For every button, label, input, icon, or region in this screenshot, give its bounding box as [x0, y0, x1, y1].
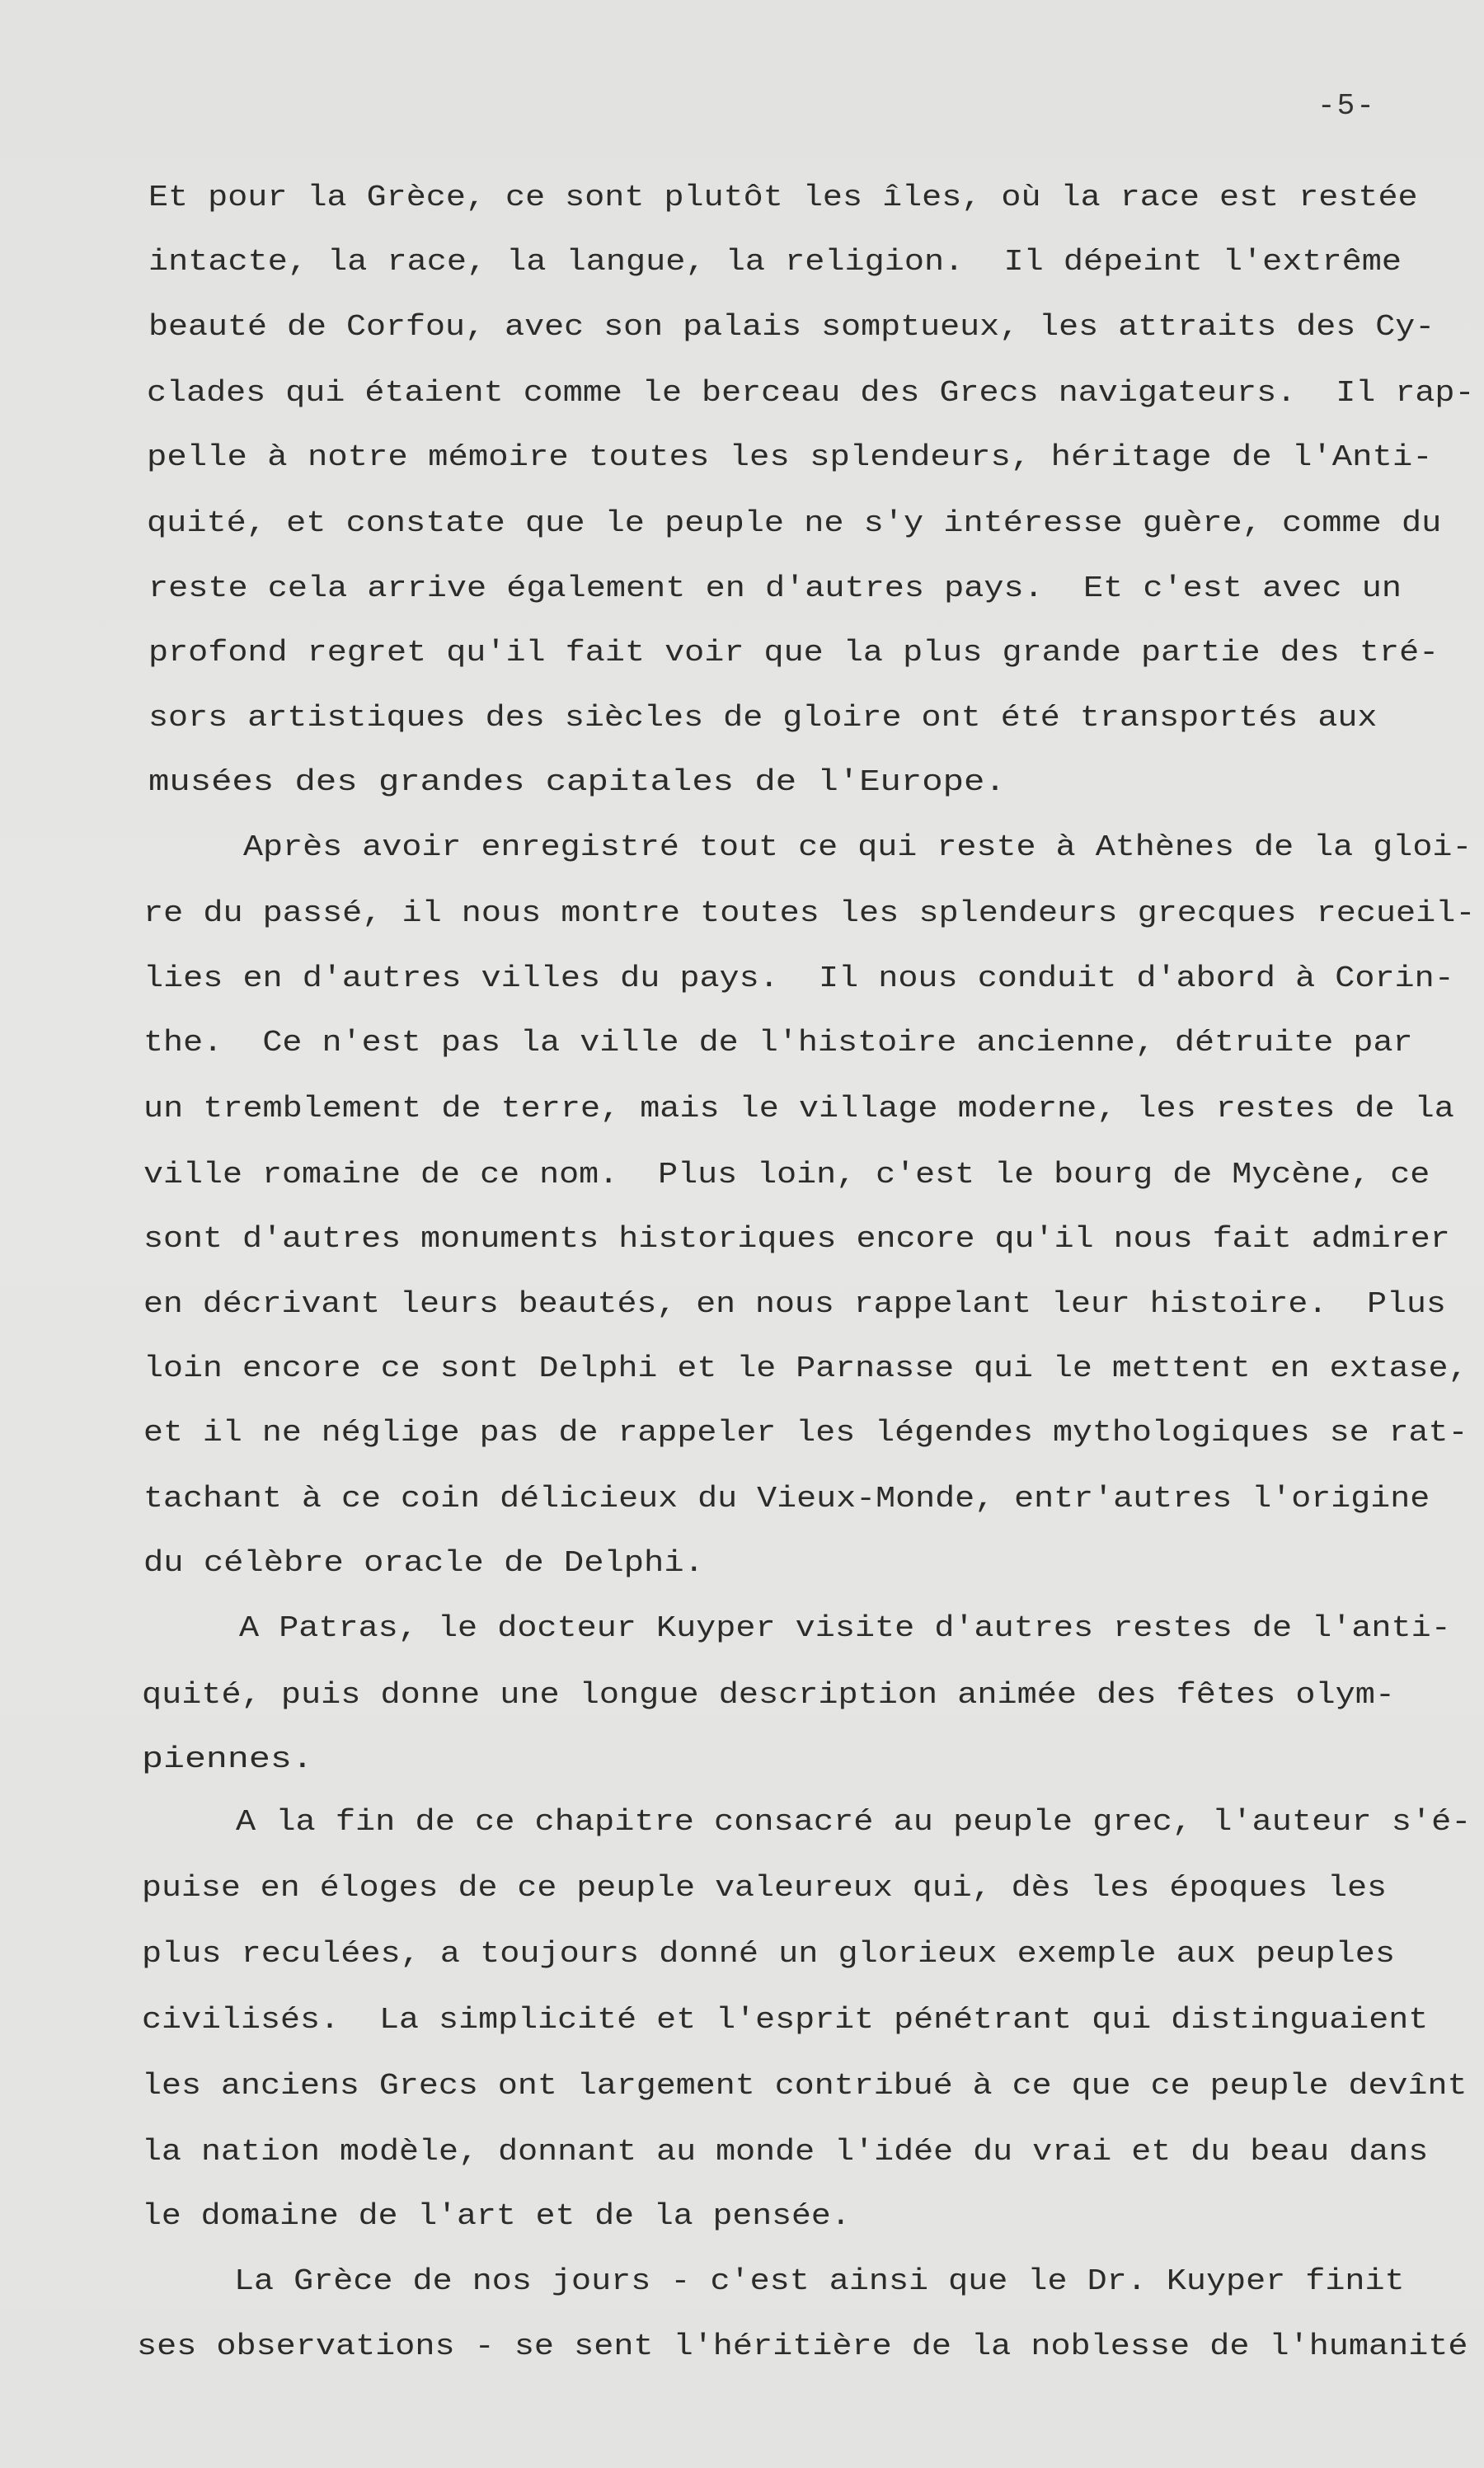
text-line: la nation modèle, donnant au monde l'idée du vrai et du beau dans — [142, 2135, 1429, 2169]
text-line: tachant à ce coin délicieux du Vieux-Monde, entr'autres l'origine — [143, 1482, 1430, 1516]
text-line: re du passé, il nous montre toutes les splendeurs grecques recueil- — [143, 896, 1476, 930]
text-line: pelle à notre mémoire toutes les splendeurs, héritage de l'Anti- — [147, 440, 1433, 474]
text-line: sont d'autres monuments historiques encore qu'il nous fait admirer — [143, 1222, 1450, 1256]
text-line: ville romaine de ce nom. Plus loin, c'est le bourg de Mycène, ce — [143, 1158, 1430, 1192]
page-number: -5- — [1317, 89, 1376, 123]
text-line: clades qui étaient comme le berceau des Grecs navigateurs. Il rap- — [147, 376, 1475, 410]
text-line: La Grèce de nos jours - c'est ainsi que le Dr. Kuyper finit — [234, 2264, 1405, 2298]
text-line: lies en d'autres villes du pays. Il nous conduit d'abord à Corin- — [143, 961, 1454, 995]
text-line: loin encore ce sont Delphi et le Parnasse qui le mettent en extase, — [143, 1352, 1468, 1385]
text-line: Après avoir enregistré tout ce qui reste à Athènes de la gloi- — [243, 830, 1472, 864]
text-line: quité, et constate que le peuple ne s'y intéresse guère, comme du — [147, 506, 1442, 540]
text-line: un tremblement de terre, mais le village moderne, les restes de la — [143, 1092, 1454, 1126]
text-line: musées des grandes capitales de l'Europe. — [148, 765, 1006, 799]
text-line: profond regret qu'il fait voir que la plus grande partie des tré- — [148, 636, 1439, 670]
text-line: ses observations - se sent l'héritière de la noblesse de l'humanité — [137, 2329, 1468, 2363]
text-line: civilisés. La simplicité et l'esprit pénétrant qui distinguaient — [142, 2003, 1429, 2037]
text-line: quité, puis donne une longue description animée des fêtes olym- — [142, 1678, 1396, 1712]
text-line: puise en éloges de ce peuple valeureux qui, dès les époques les — [142, 1871, 1388, 1905]
text-line: en décrivant leurs beautés, en nous rappelant leur histoire. Plus — [143, 1287, 1446, 1321]
text-line: et il ne néglige pas de rappeler les légendes mythologiques se rat- — [143, 1416, 1468, 1450]
text-line: piennes. — [142, 1742, 313, 1776]
text-line: A la fin de ce chapitre consacré au peuple grec, l'auteur s'é- — [236, 1805, 1472, 1839]
text-line: beauté de Corfou, avec son palais somptueux, les attraits des Cy- — [148, 310, 1435, 344]
text-line: les anciens Grecs ont largement contribué à ce que ce peuple devînt — [142, 2069, 1468, 2103]
text-line: le domaine de l'art et de la pensée. — [142, 2199, 851, 2233]
text-line: A Patras, le docteur Kuyper visite d'autres restes de l'anti- — [239, 1611, 1451, 1645]
text-line: reste cela arrive également en d'autres pays. Et c'est avec un — [148, 571, 1402, 605]
text-line: intacte, la race, la langue, la religion. Il dépeint l'extrême — [148, 245, 1402, 279]
text-line: the. Ce n'est pas la ville de l'histoire ancienne, détruite par — [143, 1026, 1413, 1060]
text-line: du célèbre oracle de Delphi. — [143, 1546, 704, 1580]
text-line: sors artistiques des siècles de gloire ont été transportés aux — [148, 701, 1378, 735]
text-line: Et pour la Grèce, ce sont plutôt les îles, où la race est restée — [148, 181, 1418, 214]
text-line: plus reculées, a toujours donné un glorieux exemple aux peuples — [142, 1937, 1396, 1971]
